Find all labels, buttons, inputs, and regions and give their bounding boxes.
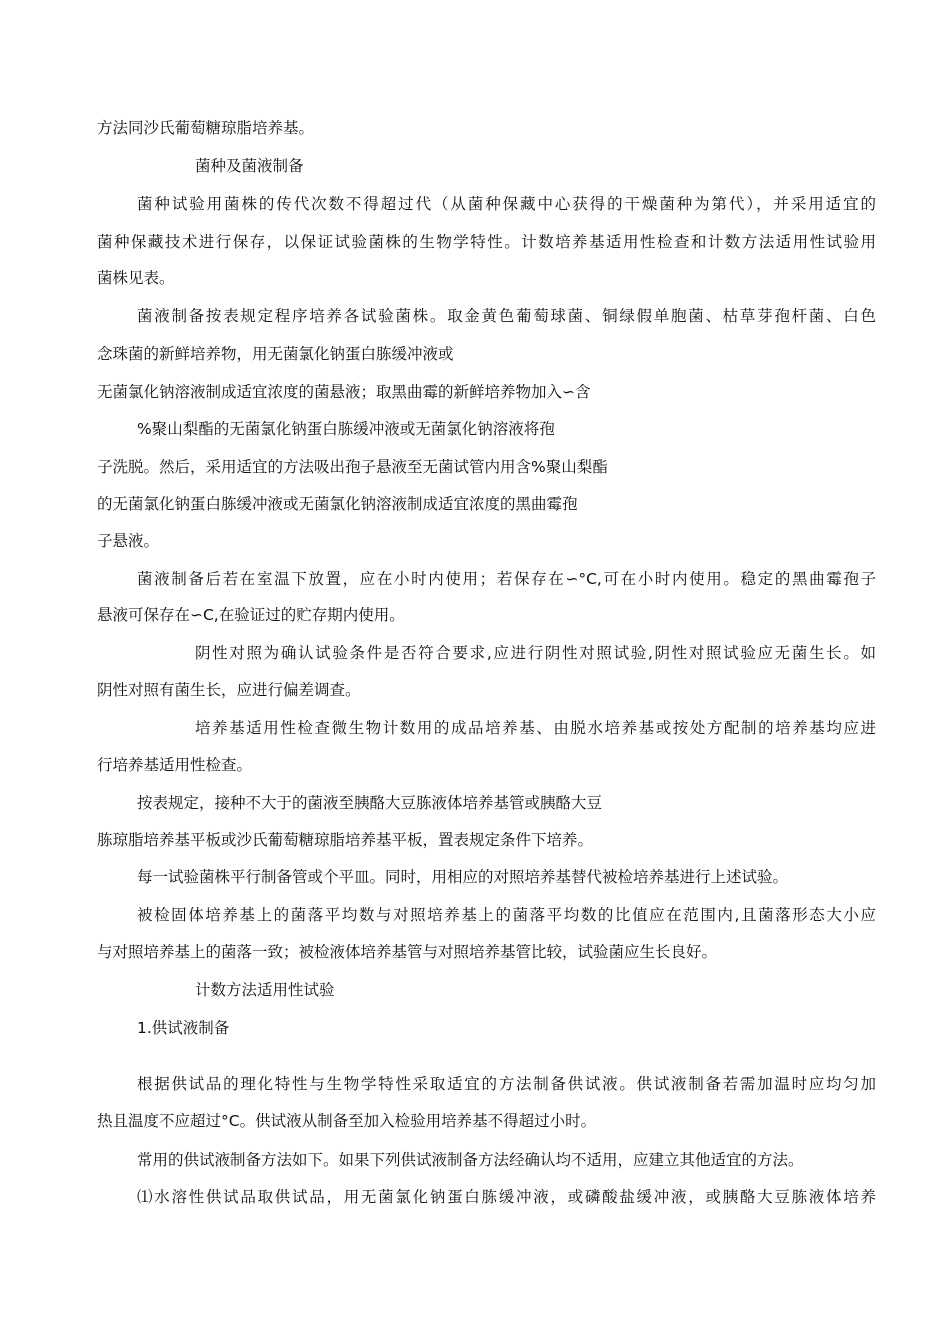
text-line-3: 菌种试验用菌株的传代次数不得超过代（从菌种保藏中心获得的干燥菌种为第代），并采用适宜的 <box>137 195 876 213</box>
section-medium-suitability: 培养基适用性检查微生物计数用的成品培养基、由脱水培养基或按处方配制的培养基均应进 <box>195 719 876 737</box>
text-line-19: 按表规定，接种不大于的菌液至胰酪大豆胨液体培养基管或胰酪大豆 <box>137 794 603 812</box>
text-line-22: 被检固体培养基上的菌落平均数与对照培养基上的菌落平均数的比值应在范围内,且菌落形态大小应 <box>137 906 876 924</box>
text-line-8: 无菌氯化钠溶液制成适宜浓度的菌悬液；取黑曲霉的新鲜培养物加入∽含 <box>97 383 591 401</box>
text-line-6: 菌液制备按表规定程序培养各试验菌株。取金黄色葡萄球菌、铜绿假单胞菌、枯草芽孢杆菌、白色 <box>137 307 876 325</box>
text-line-20: 胨琼脂培养基平板或沙氏葡萄糖琼脂培养基平板，置表规定条件下培养。 <box>97 831 594 849</box>
text-line-13: 菌液制备后若在室温下放置，应在小时内使用；若保存在∽°C,可在小时内使用。稳定的黑曲霉孢子 <box>137 570 876 588</box>
text-line-18: 行培养基适用性检查。 <box>97 756 253 774</box>
text-line-11: 的无菌氯化钠蛋白胨缓冲液或无菌氯化钠溶液制成适宜浓度的黑曲霉孢 <box>97 495 578 513</box>
text-line-29: ⑴水溶性供试品取供试品，用无菌氯化钠蛋白胨缓冲液，或磷酸盐缓冲液，或胰酪大豆胨液体培养 <box>137 1188 876 1206</box>
text-line-16: 阴性对照有菌生长，应进行偏差调查。 <box>97 681 361 699</box>
text-line-5: 菌株见表。 <box>97 269 175 287</box>
text-line-14: 悬液可保存在∽C,在验证过的贮存期内使用。 <box>97 606 405 624</box>
text-line-10: 子洗脱。然后，采用适宜的方法吸出孢子悬液至无菌试管内用含%聚山梨酯 <box>97 458 608 476</box>
text-line-4: 菌种保藏技术进行保存，以保证试验菌株的生物学特性。计数培养基适用性检查和计数方法适用性试验用 <box>97 233 876 251</box>
subheading-test-solution-prep: 1.供试液制备 <box>137 1019 230 1037</box>
text-line-7: 念珠菌的新鲜培养物，用无菌氯化钠蛋白胨缓冲液或 <box>97 345 454 363</box>
text-line-9: %聚山梨酯的无菌氯化钠蛋白胨缓冲液或无菌氯化钠溶液将孢 <box>137 420 555 438</box>
section-heading-count-method: 计数方法适用性试验 <box>195 981 335 999</box>
text-line-12: 子悬液。 <box>97 532 160 550</box>
text-line-1: 方法同沙氏葡萄糖琼脂培养基。 <box>97 119 315 137</box>
text-line-27: 热且温度不应超过°C。供试液从制备至加入检验用培养基不得超过小时。 <box>97 1112 597 1130</box>
section-negative-control: 阴性对照为确认试验条件是否符合要求,应进行阴性对照试验,阴性对照试验应无菌生长。如 <box>195 644 876 662</box>
text-line-21: 每一试验菌株平行制备管或个平皿。同时，用相应的对照培养基替代被检培养基进行上述试验。 <box>137 868 789 886</box>
text-line-23: 与对照培养基上的菌落一致；被检液体培养基管与对照培养基管比较，试验菌应生长良好。 <box>97 943 718 961</box>
section-heading-strain-prep: 菌种及菌液制备 <box>195 157 304 175</box>
text-line-28: 常用的供试液制备方法如下。如果下列供试液制备方法经确认均不适用，应建立其他适宜的方法。 <box>137 1151 804 1169</box>
text-line-26: 根据供试品的理化特性与生物学特性采取适宜的方法制备供试液。供试液制备若需加温时应均匀加 <box>137 1075 876 1093</box>
